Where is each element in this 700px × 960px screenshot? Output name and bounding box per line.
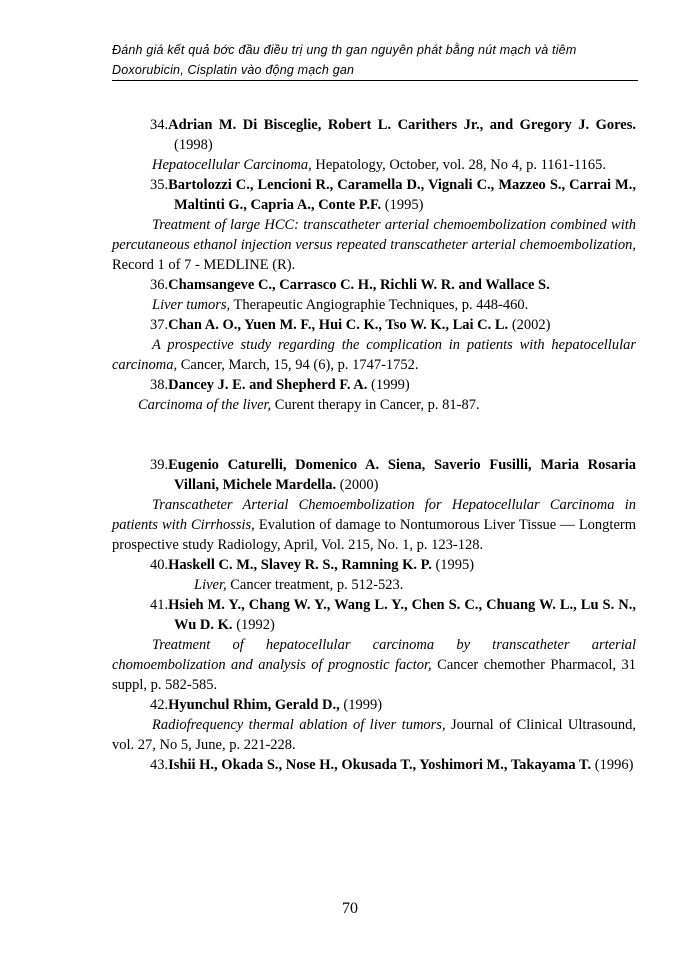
reference-source: Hepatology, October, vol. 28, No 4, p. 1161-1165. — [311, 157, 606, 173]
reference-year: (1992) — [232, 617, 275, 633]
reference-item-40 — [112, 555, 636, 595]
reference-number: 40. — [150, 557, 169, 573]
reference-title: Liver, — [194, 577, 227, 593]
reference-number: 35. — [150, 177, 169, 193]
reference-year: (1995) — [381, 197, 424, 213]
reference-number: 39. — [150, 457, 169, 473]
reference-number: 43. — [150, 757, 169, 773]
reference-title: Carcinoma of the liver, — [138, 397, 272, 413]
reference-year: (1996) — [591, 757, 634, 773]
reference-number: 36. — [150, 277, 169, 293]
reference-number: 34. — [150, 117, 169, 133]
reference-authors: Chamsangeve C., Carrasco C. H., Richli W. R. and Wallace S. — [168, 277, 550, 293]
reference-number: 42. — [150, 697, 169, 713]
reference-year: (2002) — [508, 317, 551, 333]
reference-source: Cancer chemother Pharmacol, 31 suppl, p. 582-585. — [112, 657, 636, 693]
reference-source: Evalution of damage to Nontumorous Liver Tissue — Longterm prospective study Radiology, April, Vol. 215, No. 1, p. 123-128. — [112, 517, 636, 553]
page-number: 70 — [342, 900, 358, 917]
header-divider — [112, 80, 638, 81]
reference-source: Curent therapy in Cancer, p. 81-87. — [271, 397, 480, 413]
reference-year: (1995) — [431, 557, 475, 573]
reference-source: Journal of Clinical Ultrasound, vol. 27, No 5, June, p. 221-228. — [112, 717, 636, 753]
reference-authors: Ishii H., Okada S., Nose H., Okusada T., Yoshimori M., Takayama T. — [168, 757, 592, 773]
reference-title: Treatment of large HCC: transcatheter arterial chemoembolization combined with percutaneous ethanol injection versus repeated transcatheter arterial chemoembolization, — [112, 217, 636, 253]
reference-list — [112, 115, 636, 775]
reference-item-43 — [112, 755, 636, 775]
reference-authors: Hsieh M. Y., Chang W. Y., Wang L. Y., Chen S. C., Chuang W. L., Lu S. N., Wu D. K. — [168, 597, 636, 633]
reference-year: (1999) — [367, 377, 410, 393]
reference-authors: Bartolozzi C., Lencioni R., Caramella D., Vignali C., Mazzeo S., Carrai M., Maltinti G., Capria A., Conte P.F. — [168, 177, 636, 213]
reference-source: Record 1 of 7 - MEDLINE (R). — [112, 257, 296, 273]
reference-title: Liver tumors, — [152, 297, 231, 313]
reference-authors: Eugenio Caturelli, Domenico A. Siena, Saverio Fusilli, Maria Rosaria Villani, Michele Mardella. — [168, 457, 636, 493]
reference-authors: Hyunchul Rhim, Gerald D., — [168, 697, 340, 713]
reference-item-38 — [112, 375, 636, 415]
reference-item-35 — [112, 175, 636, 275]
reference-number: 37. — [150, 317, 169, 333]
running-header — [112, 40, 637, 80]
reference-item-37 — [112, 315, 636, 375]
header-line-2: Doxorubicin, Cisplatin vào động mạch gan — [112, 63, 355, 77]
reference-source: Therapeutic Angiographie Techniques, p. 448-460. — [230, 297, 529, 313]
reference-title: Treatment of hepatocellular carcinoma by transcatheter arterial chomoembolization and analysis of prognostic factor, — [112, 637, 636, 673]
reference-source: Cancer treatment, p. 512-523. — [226, 577, 404, 593]
reference-item-42 — [112, 695, 636, 755]
reference-year: (2000) — [336, 477, 379, 493]
reference-title: A prospective study regarding the complication in patients with hepatocellular carcinoma, — [112, 337, 636, 373]
reference-item-34 — [112, 115, 636, 175]
reference-title: Radiofrequency thermal ablation of liver tumors, — [152, 717, 446, 733]
reference-title: Transcatheter Arterial Chemoembolization for Hepatocellular Carcinoma in patients with Cirrhossis, — [112, 497, 636, 533]
reference-number: 38. — [150, 377, 169, 393]
reference-authors: Haskell C. M., Slavey R. S., Ramning K. P. — [168, 557, 432, 573]
reference-authors: Dancey J. E. and Shepherd F. A. — [168, 377, 368, 393]
reference-source: Cancer, March, 15, 94 (6), p. 1747-1752. — [177, 357, 419, 373]
reference-item-36 — [112, 275, 636, 315]
reference-title: Hepatocellular Carcinoma, — [152, 157, 312, 173]
section-gap — [112, 415, 636, 455]
reference-year: (1999) — [339, 697, 383, 713]
reference-item-41 — [112, 595, 636, 695]
reference-authors: Chan A. O., Yuen M. F., Hui C. K., Tso W. K., Lai C. L. — [168, 317, 509, 333]
reference-authors: Adrian M. Di Bisceglie, Robert L. Carithers Jr., and Gregory J. Gores. — [168, 117, 636, 133]
reference-number: 41. — [150, 597, 169, 613]
header-line-1: Đánh giá kết quả bớc đầu điều trị ung th gan nguyên phát bằng nút mạch và tiêm — [112, 43, 577, 57]
reference-year: (1998) — [174, 137, 213, 153]
reference-item-39 — [112, 455, 636, 555]
